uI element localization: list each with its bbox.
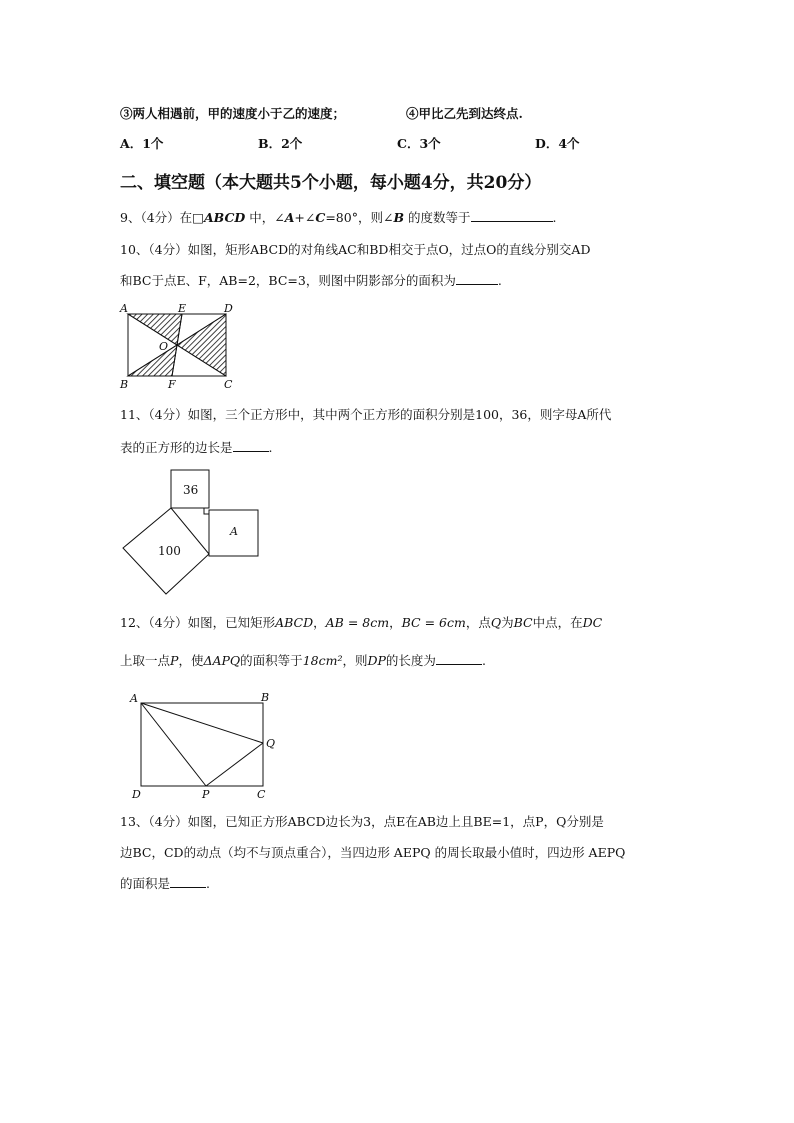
- q12-bc: BC = 6cm: [401, 615, 466, 630]
- q12-label-q: Q: [266, 737, 276, 750]
- q9-angle-b: B: [393, 210, 405, 225]
- q10-figure: [116, 300, 246, 392]
- q12-line-2: [120, 651, 486, 669]
- q9-cond: =80°，则∠: [325, 210, 394, 225]
- q13-line-3: [120, 874, 210, 892]
- q10-label-d: D: [224, 302, 233, 315]
- q12-line-1: 12、（4分）如图，已知矩形ABCD，AB = 8cm，BC = 6cm，点Q为BC中点，在DC: [120, 615, 603, 630]
- q12-label-b: B: [261, 691, 270, 704]
- q8-option-a: A．1个: [120, 136, 164, 151]
- q10-line-2: [120, 271, 502, 289]
- q12-answer-blank: [436, 652, 482, 665]
- q12-line-2-c: 的面积等于: [240, 653, 303, 668]
- q13-line-1: 13、（4分）如图，已知正方形ABCD边长为3，点E在AB边上且BE=1，点P，Q分别是: [120, 814, 604, 829]
- q12-prefix: 12、（4分）如图，已知矩形: [120, 615, 276, 630]
- section-2-title: 二、填空题（本大题共5个小题，每小题4分，共20分）: [120, 173, 542, 193]
- q12-triangle: ΔAPQ: [203, 653, 241, 668]
- q12-line-2-a: 上取一点: [120, 653, 171, 668]
- q13-answer-blank: [170, 875, 206, 888]
- q11-label-100: 100: [158, 544, 181, 558]
- q12-dp: DP: [367, 653, 386, 668]
- q13-line-3-text: 的面积是: [120, 876, 171, 891]
- q11-right-angle-mark: [204, 508, 209, 514]
- q12-end: .: [481, 653, 486, 668]
- q10-label-c: C: [224, 378, 233, 391]
- q9-angle-c: C: [315, 210, 326, 225]
- q10-label-e: E: [178, 302, 187, 315]
- q11-line-2: [120, 438, 273, 456]
- q11-line-1: 11、（4分）如图，三个正方形中，其中两个正方形的面积分别是100，36，则字母A所代: [120, 407, 612, 422]
- q10-shaded-right: [177, 314, 226, 376]
- q10-label-o: O: [159, 340, 169, 353]
- q12-label-d: D: [132, 788, 141, 800]
- q12-label-a: A: [130, 692, 138, 705]
- q8-option-b: B．2个: [258, 136, 303, 151]
- q12-rectangle: [141, 703, 263, 786]
- q9-prefix: 9、（4分）在□: [120, 210, 204, 225]
- q12-label-c: C: [257, 788, 266, 800]
- q9-answer-blank: [471, 209, 553, 222]
- q9-plus: +∠: [294, 210, 316, 225]
- q12-label-p: P: [202, 788, 210, 800]
- q12-segment-pq: [206, 743, 263, 786]
- q12-line-2-e: 的长度为: [385, 653, 436, 668]
- q12-segment-aq: [141, 703, 263, 743]
- q12-line-2-d: ，则: [342, 653, 368, 668]
- q11-figure: [118, 466, 268, 606]
- q12-ab: AB = 8cm: [325, 615, 390, 630]
- q12-q-mid: ，点: [465, 615, 491, 630]
- q10-shaded-bottom: [128, 345, 177, 376]
- q10-shaded-top: [128, 314, 182, 345]
- q10-end: .: [497, 273, 502, 288]
- q8-statement-3: ③两人相遇前，甲的速度小于乙的速度；: [120, 106, 346, 121]
- q9-abcd: ABCD: [203, 210, 246, 225]
- q13-line-2: 边BC，CD的动点（均不与顶点重合），当四边形 AEPQ 的周长取最小值时，四边形 AEPQ: [120, 845, 626, 860]
- q12-line-2-b: ，使: [178, 653, 204, 668]
- q12-rect-name: ABCD: [275, 615, 314, 630]
- q10-label-b: B: [120, 378, 129, 391]
- q13-end: .: [206, 876, 210, 891]
- q11-answer-blank: [233, 439, 269, 452]
- q9-text: [120, 208, 556, 226]
- q11-label-a: A: [230, 525, 238, 538]
- q11-label-36: 36: [183, 483, 199, 497]
- q8-statement-4: ④甲比乙先到达终点.: [406, 106, 523, 121]
- q8-option-c: C．3个: [397, 136, 441, 151]
- q12-area: 18cm²: [302, 653, 343, 668]
- q9-angle-a: A: [284, 210, 295, 225]
- q12-dc: DC: [582, 615, 603, 630]
- q12-q-text: 为: [501, 615, 514, 630]
- q10-answer-blank: [456, 272, 498, 285]
- q12-bc-seg: BC: [513, 615, 533, 630]
- q12-figure: [124, 688, 284, 800]
- q10-label-a: A: [120, 302, 128, 315]
- q9-end: .: [552, 210, 557, 225]
- q10-label-f: F: [168, 378, 176, 391]
- q10-line-1: 10、（4分）如图，矩形ABCD的对角线AC和BD相交于点O，过点O的直线分别交AD: [120, 242, 591, 257]
- q12-q: Q: [490, 615, 502, 630]
- q12-p: P: [170, 653, 179, 668]
- q9-mid: 中，∠: [245, 210, 285, 225]
- q12-segment-ap: [141, 703, 206, 786]
- q9-suffix: 的度数等于: [404, 210, 471, 225]
- q11-line-2-text: 表的正方形的边长是: [120, 440, 233, 455]
- q11-end: .: [268, 440, 273, 455]
- q8-option-d: D．4个: [535, 136, 580, 151]
- q10-line-2-text: 和BC于点E、F，AB=2，BC=3，则图中阴影部分的面积为: [120, 273, 456, 288]
- q12-mid-text: 中点，在: [532, 615, 583, 630]
